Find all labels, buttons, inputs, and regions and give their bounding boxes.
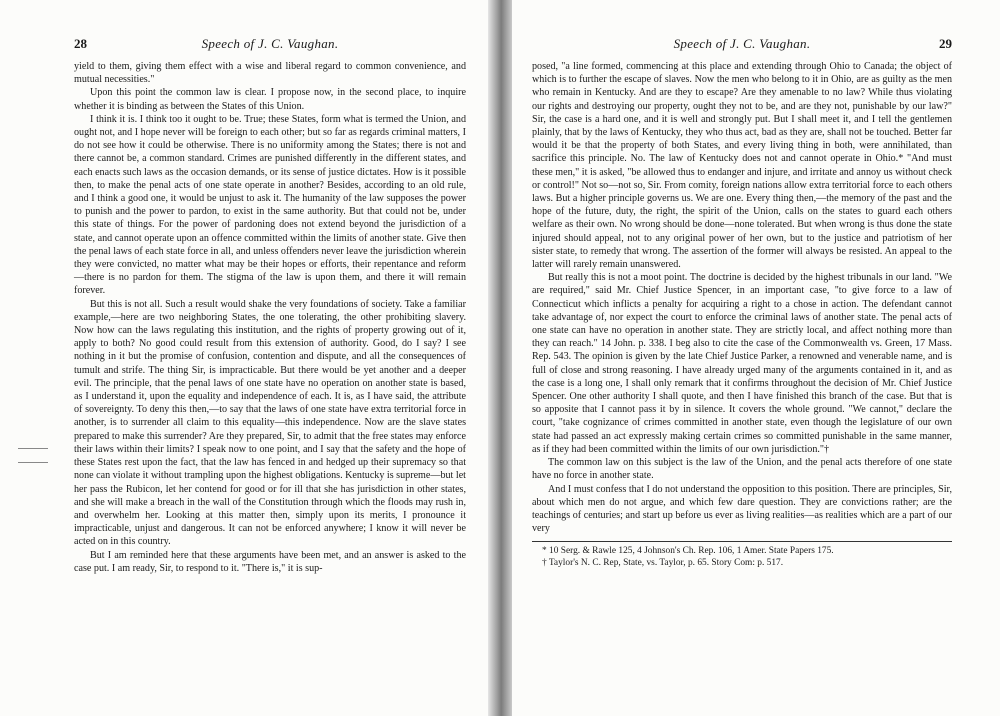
right-page-number: 29: [939, 36, 952, 51]
right-paragraph-2: But really this is not a moot point. The doctrine is decided by the highest tribunals in our land. "We are required," said Mr. Chief Justice Spencer, in an important case, "to give force to a law of Connecticut which inflicts a penalty for acquiring a right to a chose in action. The defendant cannot take advantage of, nor expect the court to enforce the criminal laws of another state. The penal acts of one state can have no operation in another state. They are strictly local, and affect nothing more than they can reach." 14 John. p. 338. I beg also to cite the case of the Commonwealth vs. Green, 17 Mass. Rep. 543. The opinion is given by the late Chief Justice Parker, a renowned and venerable name, and is full of close and strong reasoning. I have already urged many of the arguments contained in it, and as the case is a long one, I shall only remark that it confirms throughout the decision of Mr. Chief Justice Spencer. One other authority I shall quote, and then I have finished this branch of the case. But that is so apposite that I cannot pass it by in silence. It covers the whole ground. "We cannot," declare the court, "take cognizance of crimes committed in another state, even though the legislature of our own state had passed an act expressly making certain crimes so committed punishable in the same manner, as if they had been committed within the limits of our own jurisdiction."†: [532, 272, 952, 455]
right-paragraph-3: The common law on this subject is the law of the Union, and the penal acts therefore of one state have no force in another state.: [532, 457, 952, 482]
right-page-body: [532, 60, 952, 535]
margin-mark: [18, 448, 48, 449]
footnotes: [532, 545, 952, 569]
left-paragraph-4: But this is not all. Such a result would shake the very foundations of society. Take a familiar example,—here are two neighboring States, the one tolerating, the other prohibiting slavery. Now how can the laws regulating this institution, and the rights of property growing out of it, apply to both? No good could result from this extension of authority. Good, do I say? I see nothing in it but the promise of confusion, contention and dispute, and all the consequences of tumult and strife. The thing Sir, is impracticable. But there would be yet another and a deeper evil. The principle, that the penal laws of one state have no operation on another state is based, as I understand it, upon the equality and independence of each. It is, as I have said, the attribute of sovereignty. To deny this then,—to say that the laws of one state have extra territorial force in another, is to surrender all claim to this equality—this independence. Now are the slave states prepared to make this surrender? Are they prepared, Sir, to admit that the free states may enforce their laws within their limits? I speak now to one point, and I say that the safety and the hope of these States rest upon the fact, that the law has fenced in and hedged up their supremacy so that none can violate it without trampling upon the highest obligations. Kentucky is supreme—but let her pass the Rubicon, let her contend for good or for ill that she has jurisdiction in other states, and she will make a breach in the wall of the Constitution through which the floods may rush in, and overwhelm her. Looking at this matter then, simply upon its merits, I pronounce it impracticable, unjust and dangerous. It can not be enforced anywhere; I know it will never be acted on in this country.: [74, 298, 466, 548]
right-page: [512, 0, 1000, 716]
right-paragraph-1: posed, "a line formed, commencing at this place and extending through Ohio to Canada; the object of which is to further the escape of slaves. Now the men who belong to it in Ohio, are as guilty as the men who remain in Kentucky. And are they to escape? Are they amenable to no law? While thus violating our rights and destroying our property, ought they not to be, and are they not, punishable by our law?" Sir, the case is a hard one, and it is well and strongly put. But I shall meet it, and I tell the gentlemen plainly, that by the laws of Kentucky, they who thus act, bad as they are, shall not be touched. Better far would it be that the property of both States, and every living thing in both, were annihilated, than sacrifice this principle. No. The law of Kentucky does not and cannot operate in Ohio.* "And must these men," it is asked, "be allowed thus to endanger and injure, and irritate and annoy us without check or control!" Not so—not so, Sir. From comity, foreign nations allow extra territorial force to each others laws. But a higher principle governs us. We are one. Every thing then,—the memory of the past and the hope of the future, duty, the right, the spirit of the Union, calls on the states to guard each others welfare as their own. No wrong should be done—none tolerated. But when wrong is thus done the state injured should appeal, not to any original power of her own, but to the justice and patriotism of her sister state, to remedy that wrong. The assertion of the former will always be resisted. An appeal to the latter will rarely remain unanswered.: [532, 61, 953, 271]
left-paragraph-1: yield to them, giving them effect with a wise and liberal regard to common convenience, and mutual necessities.": [74, 61, 466, 86]
footnote-divider: [532, 541, 952, 542]
left-page-header: [74, 36, 466, 60]
footnote-2: † Taylor's N. C. Rep, State, vs. Taylor, p. 65. Story Com: p. 517.: [542, 558, 784, 569]
left-page-number: 28: [74, 36, 87, 51]
left-page-body: [74, 60, 466, 575]
left-paragraph-3: I think it is. I think too it ought to be. True; these States, form what is termed the Union, and ought not, and I hope never will be foreign to each other; but so far as regards criminal matters, I do not see how it could be otherwise. There is no uniformity among the States; there is not and there cannot be, a common standard. Crimes are punished differently in the different states, and each enacts such laws as the occasion demands, or its sense of justice dictates. How is it possible then, to make the penal acts of one state operate in another? Besides, according to an old rule, and I think a good one, it would be unjust to ask it. The humanity of the law supposes the power to punish and the power to pardon, to exist in the same authority. But that could not be, under this state of things. For the power of pardoning does not extend beyond the jurisdiction of a state, and cannot operate upon an offence committed within the limits of another state. Give then the penal laws of each state force in all, and unless offenders never leave the jurisdiction wherein they were convicted, no matter what may be their hopes or efforts, their repentance and reform—there is no pardon for them. The stigma of the law is upon them, and there it will remain forever.: [74, 113, 466, 297]
left-running-title: Speech of J. C. Vaughan.: [201, 36, 339, 51]
right-paragraph-4: And I must confess that I do not understand the opposition to this position. There are principles, Sir, about which men do not argue, and which few dare question. They are convictions rather; are the teachings of centuries; and start up before us ever as living realities—as realities which are a part of our very: [532, 483, 952, 535]
left-page: [0, 0, 488, 716]
right-page-header: [532, 36, 952, 60]
left-paragraph-2: Upon this point the common law is clear. I propose now, in the second place, to inquire whether it is binding as between the States of this Union.: [74, 87, 466, 112]
left-paragraph-5: But I am reminded here that these arguments have been met, and an answer is asked to the case put. I am ready, Sir, to respond to it. "There is," it is sup-: [74, 549, 466, 574]
footnote-1: * 10 Serg. & Rawle 125, 4 Johnson's Ch. Rep. 106, 1 Amer. State Papers 175.: [542, 546, 834, 557]
book-gutter: [488, 0, 512, 716]
right-running-title: Speech of J. C. Vaughan.: [673, 36, 811, 51]
margin-mark: [18, 462, 48, 463]
